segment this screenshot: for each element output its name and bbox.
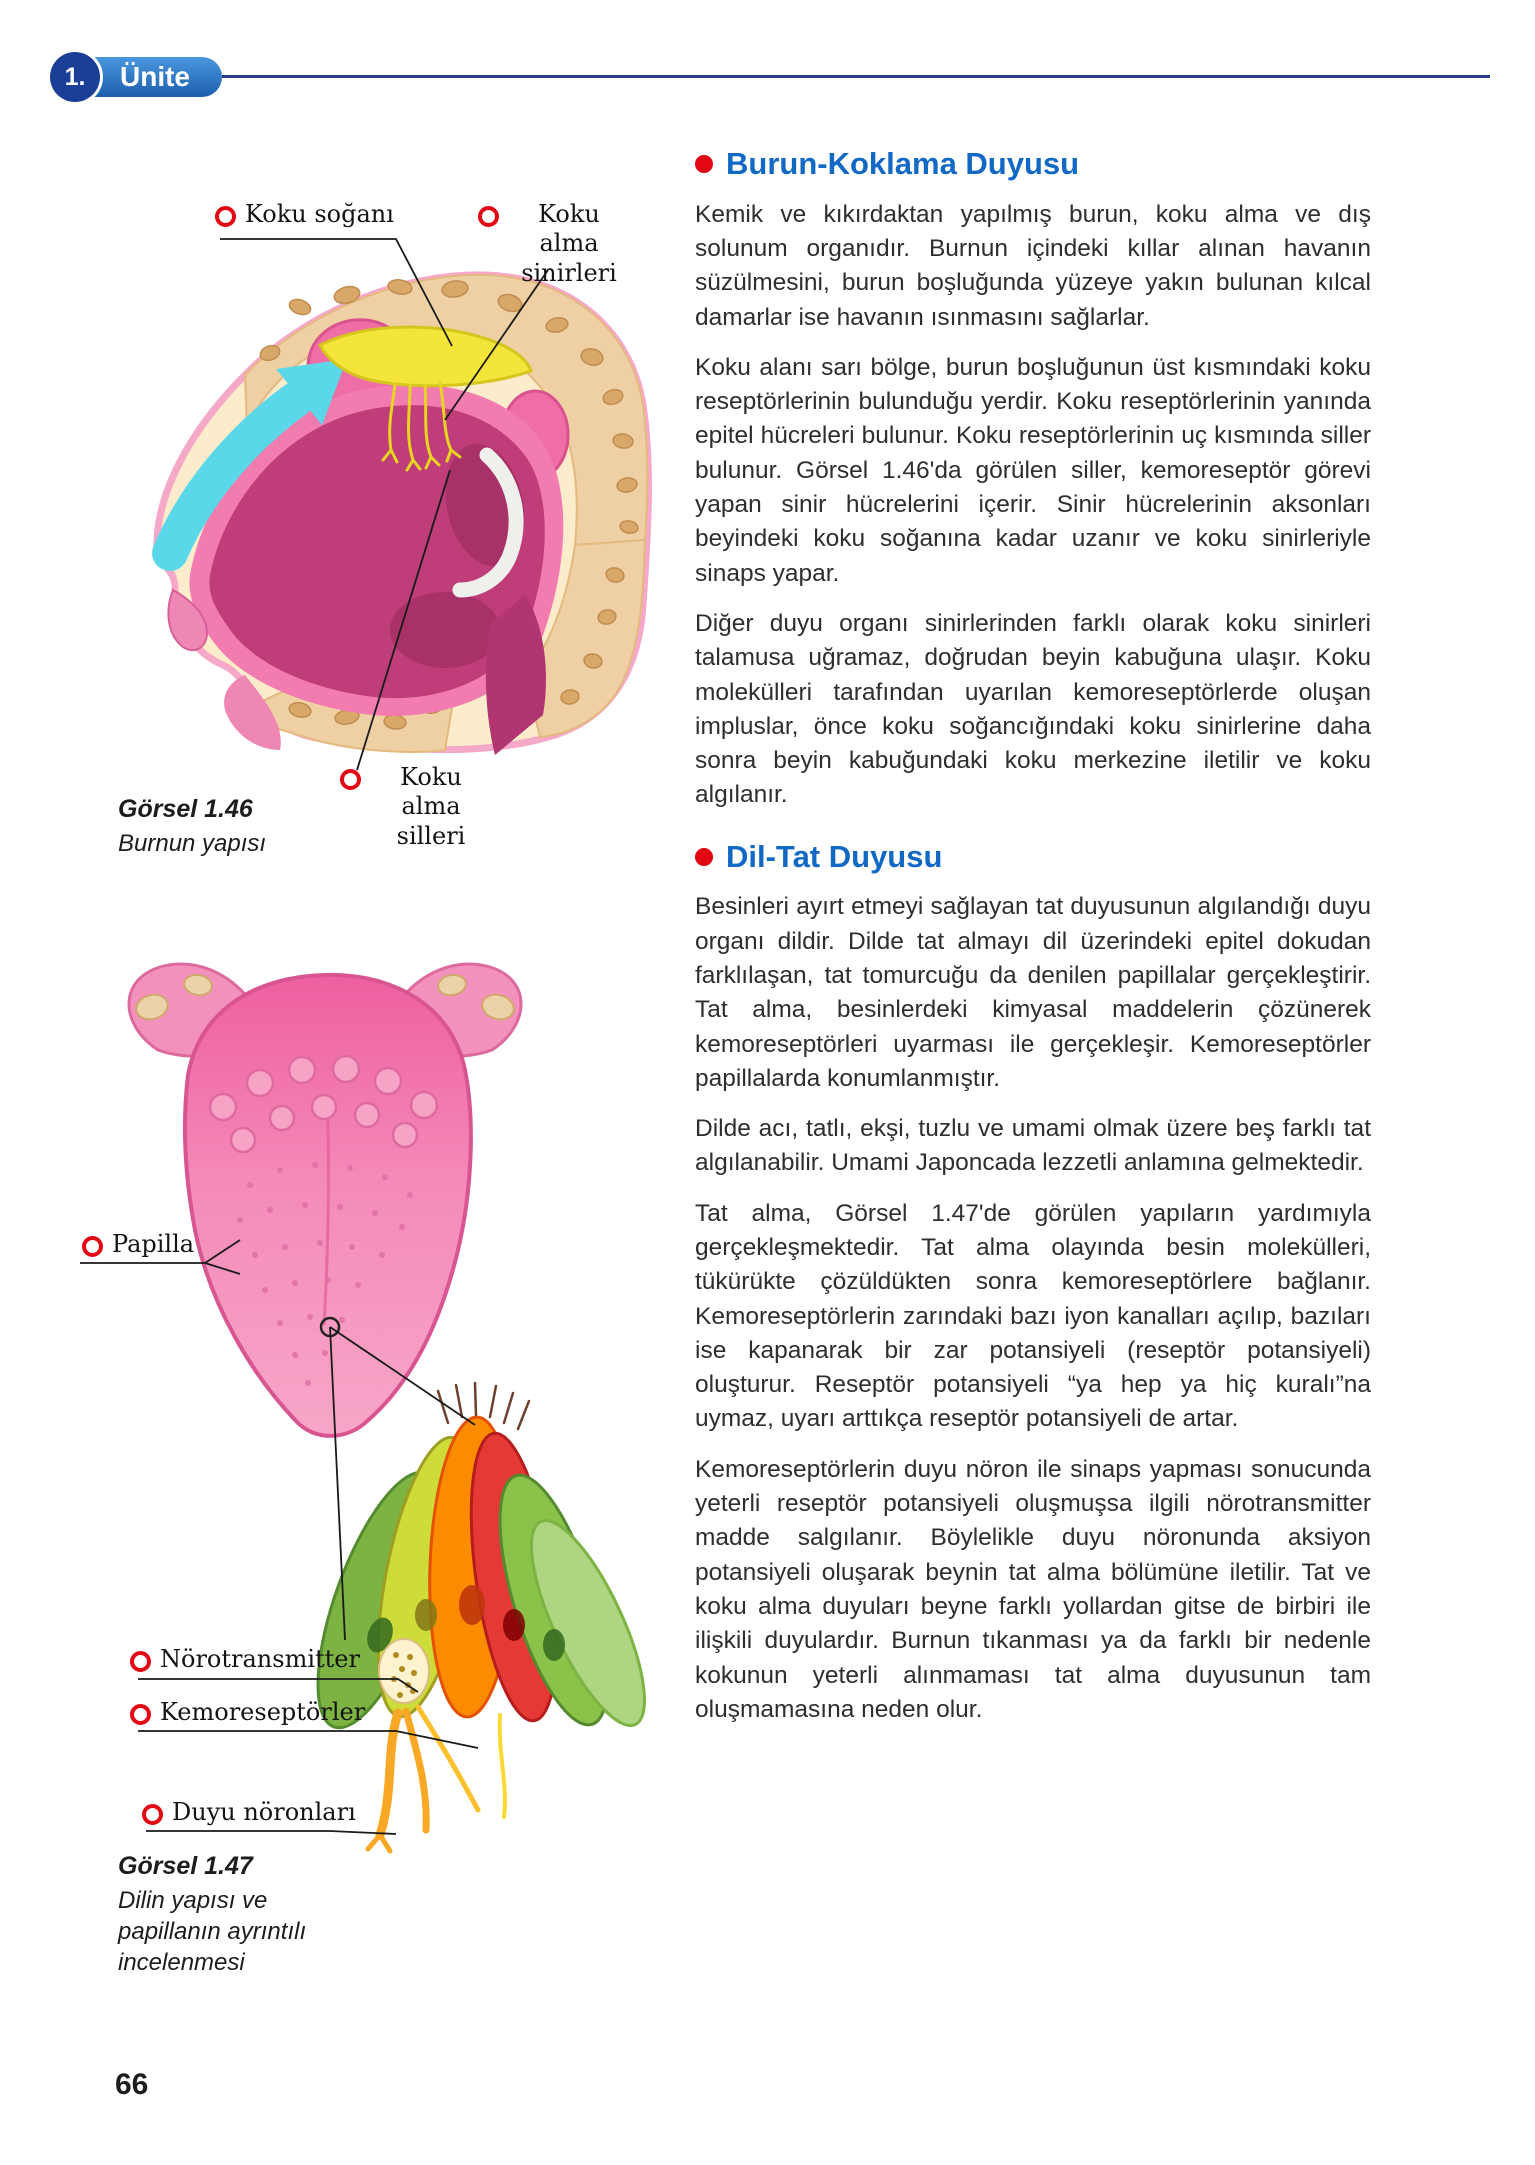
figure-caption-1-46 <box>118 795 266 859</box>
unit-number: 1. <box>64 62 86 91</box>
section-title <box>695 146 1371 182</box>
vesicle-cluster <box>379 1639 429 1703</box>
label-marker-icon <box>478 206 499 227</box>
header-rule <box>222 75 1490 78</box>
sensory-neurons <box>368 1707 505 1851</box>
paragraph: Besinleri ayırt etmeyi sağlayan tat duyusunun algılandığı duyu organı dildir. Dilde tat almayı dil üzerindeki epitel dokudan farklılaşan, tat tomurcuğu da denilen papillalar gerçekleştirir. Tat alma, besinlerdeki kimyasal maddelerin çözünerek kemoreseptörleri uyarması ile gerçekleşir. Kemoreseptörler papillalarda konumlanmıştır. <box>695 893 1371 1092</box>
caption-subtitle: Dilin yapısı ve papillanın ayrıntılı incelenmesi <box>118 1887 307 1977</box>
figure-label-text: Koku alma silleri <box>396 763 466 850</box>
paragraph: Tat alma, Görsel 1.47'de görülen yapıların yardımıyla gerçekleşmektedir. Tat alma olayında besin molekülleri, tükürükte çözüldükten sonra kemoreseptörlere bağlanır. Kemoreseptörlerin zarındaki bazı iyon kanalları açılıp, bazıları ise kapanarak bir zar potansiyeli (reseptör potansiyeli) oluşturur. Reseptör potansiyeli “ya hep ya hiç kuralı”na uymaz, uyarı arttıkça reseptör potansiyeli de artar. <box>695 1199 1371 1433</box>
unit-label: Ünite <box>120 61 190 92</box>
nose-illustration <box>95 245 655 765</box>
caption-title: Görsel 1.46 <box>118 795 253 823</box>
section-title-text: Dil-Tat Duyusu <box>726 838 943 874</box>
figure-label-text: Koku soğanı <box>245 200 394 228</box>
section-title <box>695 839 1371 875</box>
page-number: 66 <box>115 2068 149 2101</box>
label-marker-icon <box>130 1651 151 1672</box>
figure-label-text: Papilla <box>112 1230 195 1258</box>
figure-caption-1-47 <box>118 1852 338 1979</box>
figure-label-norotransmitter <box>130 1645 360 1674</box>
section-dil-tat <box>695 839 1371 1727</box>
label-marker-icon <box>340 769 361 790</box>
caption-subtitle: Burnun yapısı <box>118 830 267 857</box>
caption-title: Görsel 1.47 <box>118 1852 253 1880</box>
label-marker-icon <box>130 1704 151 1725</box>
paragraph: Dilde acı, tatlı, ekşi, tuzlu ve umami olmak üzere beş farklı tat algılanabilir. Umami Japoncada lezzetli anlamına gelmektedir. <box>695 1115 1371 1177</box>
main-text-column <box>695 146 1371 1743</box>
section-title-text: Burun-Koklama Duyusu <box>726 146 1080 181</box>
figure-label-koku-sogani <box>215 200 394 229</box>
label-marker-icon <box>142 1804 163 1825</box>
label-marker-icon <box>82 1236 103 1257</box>
figure-label-kemoreseptorler <box>130 1698 365 1727</box>
figure-label-text: Kemoreseptörler <box>160 1698 366 1726</box>
paragraph: Koku alanı sarı bölge, burun boşluğunun üst kısmındaki koku reseptörlerinin bulunduğu yerdir. Koku reseptörlerinin yanında epitel hücreleri bulunur. Koku reseptörlerinin uç kısmında siller bulunur. Görsel 1.46'da görülen siller, kemoreseptör görevi yapan sinir hücrelerini içerir. Sinir hücrelerinin aksonları beyindeki koku soğanına kadar uzanır ve koku sinirleriyle sinaps yapar. <box>695 353 1371 587</box>
paragraph: Kemik ve kıkırdaktan yapılmış burun, koku alma ve dış solunum organıdır. Burnun içindeki kıllar alınan havanın süzülmesini, burun boşluğunda yüzeye yakın bulunan kılcal damarlar ise havanın ısınmasını sağlarlar. <box>695 200 1371 331</box>
unit-number-badge <box>50 52 100 102</box>
figure-label-koku-alma-sinirleri <box>478 200 630 288</box>
section-burun-koklama <box>695 146 1371 813</box>
paragraph: Diğer duyu organı sinirlerinden farklı olarak koku sinirleri talamusa uğramaz, doğrudan beyin kabuğuna ulaşır. Koku molekülleri tarafından uyarılan kemoreseptörlerde oluşan impluslar, önce koku soğancığındaki koku sinirlerine daha sonra beyin kabuğundaki koku merkezine iletilir ve koku algılanır. <box>695 609 1371 809</box>
figure-label-duyu-noronlari <box>142 1798 356 1827</box>
figure-label-text: Nörotransmitter <box>160 1645 360 1673</box>
figure-label-text: Koku alma sinirleri <box>521 200 617 287</box>
paragraph: Kemoreseptörlerin duyu nöron ile sinaps yapması sonucunda yeterli reseptör potansiyeli oluşmuşsa ilgili nörotransmitter madde salgılanır. Böylelikle duyu nöronunda aksiyon potansiyeli oluşarak beynin tat alma bölümüne iletilir. Tat ve koku alma duyuları beyne farklı yollardan gitse de birbiri ile ilişkili duyulardır. Burnun tıkanması ya da farklı bir nedenle kokunun yeterli alınmaması tat alma duyusunun tam oluşmamasına neden olur. <box>695 1455 1371 1723</box>
red-bullet-icon <box>695 155 713 173</box>
label-marker-icon <box>215 206 236 227</box>
figure-label-papilla <box>82 1230 194 1259</box>
figure-label-text: Duyu nöronları <box>172 1798 356 1826</box>
taste-bud-cells <box>292 1416 666 1742</box>
red-bullet-icon <box>695 848 713 866</box>
figure-label-koku-alma-silleri <box>340 763 492 851</box>
